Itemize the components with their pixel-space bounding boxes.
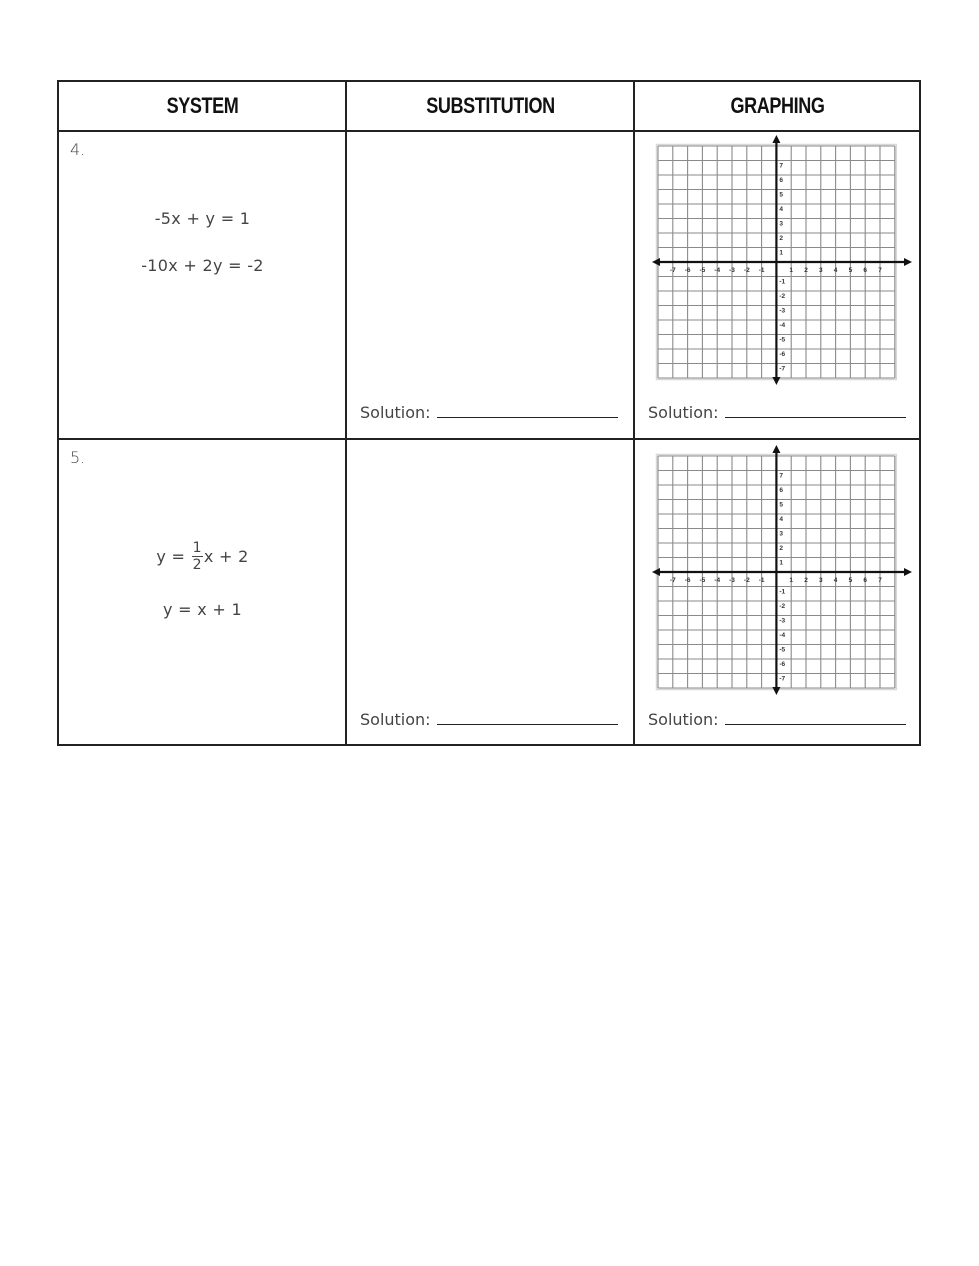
svg-text:6: 6	[779, 177, 784, 184]
svg-text:-2: -2	[779, 603, 786, 610]
svg-text:-7: -7	[669, 577, 676, 584]
substitution-cell[interactable]	[347, 132, 634, 438]
svg-text:3: 3	[818, 577, 823, 584]
svg-text:-5: -5	[779, 336, 786, 344]
graphing-solution	[648, 403, 906, 422]
svg-text:-2: -2	[743, 577, 750, 584]
svg-text:-1: -1	[779, 588, 786, 596]
solution-label: Solution:	[360, 403, 431, 422]
fraction	[192, 541, 203, 572]
equation-2: -10x + 2y = -2	[141, 256, 264, 275]
svg-text:-3: -3	[729, 267, 735, 274]
svg-text:5: 5	[848, 267, 853, 274]
equation-1: -5x + y = 1	[154, 209, 251, 228]
svg-text:4: 4	[833, 577, 838, 584]
equation-1	[59, 542, 346, 573]
svg-text:-6: -6	[684, 577, 691, 584]
svg-text:5: 5	[779, 501, 784, 509]
solution-blank-line[interactable]	[437, 405, 618, 418]
substitution-solution	[360, 710, 618, 729]
svg-text:-3: -3	[729, 577, 735, 584]
solution-label: Solution:	[648, 403, 719, 422]
svg-text:-4: -4	[779, 322, 786, 329]
table-row-4	[59, 132, 919, 438]
svg-text:5: 5	[779, 191, 784, 199]
coordinate-grid[interactable]	[650, 135, 914, 390]
svg-text:4: 4	[833, 267, 838, 274]
equation-prefix: y =	[156, 547, 191, 566]
svg-text:1: 1	[779, 559, 784, 567]
svg-text:3: 3	[779, 220, 784, 228]
substitution-solution	[360, 403, 618, 422]
svg-text:-1: -1	[758, 577, 765, 584]
svg-text:-6: -6	[779, 661, 786, 668]
svg-text:1: 1	[789, 267, 794, 274]
system-cell	[59, 440, 346, 744]
fraction-numerator: 1	[192, 540, 202, 556]
svg-text:-5: -5	[779, 646, 786, 654]
header-substitution: SUBSTITUTION	[426, 93, 555, 118]
equation-suffix: x + 2	[203, 547, 249, 566]
table-header-row	[59, 82, 919, 132]
svg-text:-1: -1	[779, 278, 786, 286]
svg-text:4: 4	[779, 206, 784, 213]
coordinate-grid[interactable]	[650, 445, 914, 700]
svg-text:7: 7	[779, 472, 784, 480]
svg-text:7: 7	[878, 267, 882, 274]
svg-text:7: 7	[779, 162, 784, 170]
svg-text:6: 6	[779, 487, 784, 494]
svg-text:-7: -7	[779, 675, 786, 683]
svg-text:-5: -5	[699, 577, 706, 584]
table-row-5	[59, 440, 919, 744]
solution-blank-line[interactable]	[437, 712, 618, 725]
svg-text:-3: -3	[779, 307, 786, 315]
svg-text:1: 1	[789, 577, 794, 584]
svg-text:2: 2	[804, 267, 808, 274]
worksheet-table	[57, 80, 921, 746]
svg-text:-4: -4	[714, 267, 721, 274]
coordinate-plane-graphic	[650, 135, 914, 390]
svg-text:6: 6	[863, 577, 868, 584]
svg-text:-3: -3	[779, 617, 786, 625]
problem-number: 4.	[70, 140, 86, 159]
svg-text:-7: -7	[779, 365, 786, 373]
svg-text:2: 2	[779, 545, 784, 552]
solution-label: Solution:	[360, 710, 431, 729]
svg-text:-7: -7	[669, 267, 676, 274]
svg-text:7: 7	[878, 577, 882, 584]
svg-text:6: 6	[863, 267, 868, 274]
graphing-cell	[635, 132, 920, 438]
equation-2: y = x + 1	[163, 600, 242, 619]
svg-text:3: 3	[818, 267, 823, 274]
svg-text:-1: -1	[758, 267, 765, 274]
svg-text:1: 1	[779, 249, 784, 257]
svg-text:-6: -6	[779, 351, 786, 358]
svg-text:3: 3	[779, 530, 784, 538]
svg-text:-5: -5	[699, 267, 706, 274]
svg-text:-4: -4	[714, 577, 721, 584]
graphing-cell	[635, 440, 920, 744]
coordinate-plane-graphic	[650, 445, 914, 700]
svg-text:2: 2	[779, 235, 784, 242]
header-graphing: GRAPHING	[730, 93, 825, 118]
svg-text:-2: -2	[743, 267, 750, 274]
substitution-cell[interactable]	[347, 440, 634, 744]
problem-number: 5.	[70, 448, 86, 467]
svg-text:-2: -2	[779, 293, 786, 300]
solution-blank-line[interactable]	[725, 712, 906, 725]
svg-text:4: 4	[779, 516, 784, 523]
solution-label: Solution:	[648, 710, 719, 729]
fraction-denominator: 2	[192, 557, 202, 573]
svg-text:5: 5	[848, 577, 853, 584]
svg-text:-6: -6	[684, 267, 691, 274]
solution-blank-line[interactable]	[725, 405, 906, 418]
header-system: SYSTEM	[166, 93, 239, 118]
svg-text:2: 2	[804, 577, 808, 584]
svg-text:-4: -4	[779, 632, 786, 639]
graphing-solution	[648, 710, 906, 729]
system-cell	[59, 132, 346, 438]
